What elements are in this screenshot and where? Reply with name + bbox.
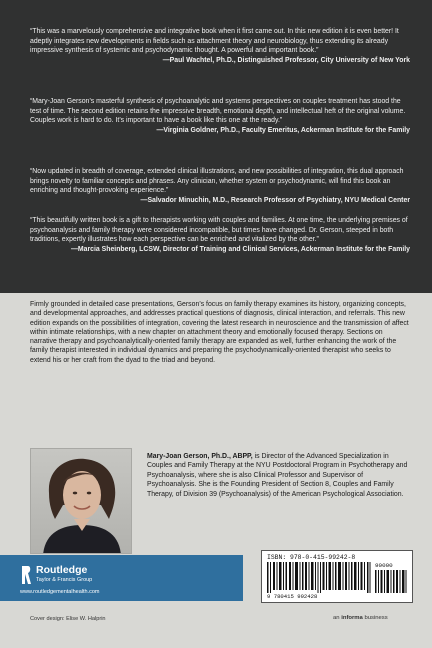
author-name: Mary-Joan Gerson, Ph.D., ABPP,	[147, 453, 253, 460]
barcode-digits: 9 780415 992428	[267, 593, 318, 600]
price-barcode-bars	[375, 570, 407, 593]
endorsement-attribution: —Virginia Goldner, Ph.D., Faculty Emeritus, Ackerman Institute for the Family	[156, 126, 410, 134]
isbn-barcode	[261, 550, 413, 603]
endorsement-text: “Now updated in breadth of coverage, extended clinical illustrations, and new possibilities of integration, this dual approach brings novelty to familiar concepts and phrases. Any clinician, whether system or psychodynamic, will find this book an enriching and thought-provoking experience.”	[30, 168, 404, 194]
endorsement-text: “This beautifully written book is a gift to therapists working with couples and families. At one time, the underlying premises of psychoanalysis and family therapy were considered incompatible, but times have changed. Dr. Gerson, steeped in both traditions, expertly illustrates how each perspective can be enriched and vitalized by the other.”	[30, 217, 408, 243]
author-bio-text: is Director of the Advanced Specialization in Couples and Family Therapy at the NYU Postdoctoral Program in Psychotherapy and Psychoanalysis, where she is also Clinical Professor and Supervisor of Psychoanalysis. She is the Founding President of Section 8, Couples and Family Therapy, of Division 39 (Psychoanalysis) of the American Psychological Association.	[147, 453, 408, 498]
routledge-logo-icon	[20, 565, 32, 585]
endorsement-quote	[30, 97, 410, 135]
endorsement-attribution: —Marcia Sheinberg, LCSW, Director of Training and Clinical Services, Ackerman Institute for the Family	[71, 245, 410, 253]
price-code: 90000	[375, 562, 393, 569]
lower-panel	[0, 293, 432, 648]
endorsements-panel	[0, 0, 432, 293]
informa-suffix: business	[364, 615, 388, 621]
endorsement-quote	[30, 27, 410, 65]
author-bio	[147, 452, 413, 499]
endorsement-quote	[30, 167, 410, 205]
informa-business-mark	[333, 615, 388, 621]
publisher-name: Routledge	[36, 564, 88, 576]
informa-brand: informa	[341, 615, 363, 621]
endorsement-attribution: —Salvador Minuchin, M.D., Research Professor of Psychiatry, NYU Medical Center	[140, 196, 410, 204]
author-photo	[30, 448, 132, 554]
endorsement-quote	[30, 216, 410, 254]
barcode-bars	[267, 562, 371, 593]
endorsement-text: “This was a marvelously comprehensive and integrative book when it first came out. In this new edition it is even better! It adeptly integrates new developments in fields such as attachment theory and neurobiology, thus extending its already impressive synthesis of systemic and psychodynamic thought. A powerful and important book.”	[30, 28, 399, 54]
book-summary: Firmly grounded in detailed case presentations, Gerson’s focus on family therapy examines its history, organizing concepts, and developmental approaches, and addresses practical questions of diagnosis, clinical interaction, and referrals. This new edition expands on the possibilities of integration, covering the latest research in neuroscience and the transmission of affect within intimate relationships, with a new chapter on attachment theory and emotionally focused therapy. Sections on narrative therapy and psychoanalytically-oriented family therapy are expanded as well, further enhancing the work of the family therapist interested in individual dynamics and preparing the psychodynamically-oriented therapist who seeks to extend his or her craft from the dyad to the triad and beyond.	[30, 301, 409, 364]
informa-prefix: an	[333, 615, 340, 621]
isbn-text: ISBN: 978-0-415-99242-8	[267, 554, 356, 561]
publisher-group: Taylor & Francis Group	[36, 577, 93, 583]
publisher-band	[0, 555, 243, 601]
endorsement-attribution: —Paul Wachtel, Ph.D., Distinguished Professor, City University of New York	[162, 56, 410, 64]
cover-design-credit: Cover design: Elise W. Halprin	[30, 616, 106, 622]
endorsement-text: “Mary-Joan Gerson’s masterful synthesis of psychoanalytic and systems perspectives on couples treatment has stood the test of time. The second edition retains the impressive breadth, emotional depth, and intellectual heft of the original volume. Couples work is hard to do. It’s important to have a book like this one at the ready.”	[30, 98, 406, 124]
publisher-url[interactable]: www.routledgementalhealth.com	[20, 589, 100, 595]
